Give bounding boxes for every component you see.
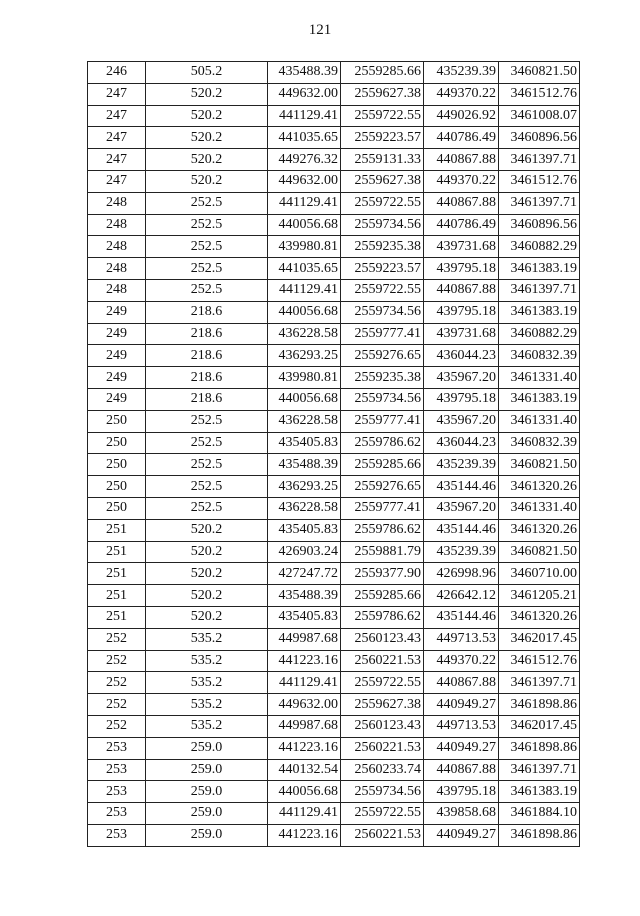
y2-cell: 3461397.71 <box>499 759 580 781</box>
table-row <box>88 432 580 454</box>
x2-cell: 436044.23 <box>424 432 499 454</box>
value-cell: 520.2 <box>146 606 268 628</box>
x1-cell: 441223.16 <box>268 650 341 672</box>
value-cell: 252.5 <box>146 192 268 214</box>
x1-cell: 426903.24 <box>268 541 341 563</box>
x2-cell: 435239.39 <box>424 454 499 476</box>
block-number-cell: 246 <box>88 62 146 84</box>
block-number-cell: 248 <box>88 236 146 258</box>
table-row <box>88 192 580 214</box>
value-cell: 520.2 <box>146 170 268 192</box>
table-row <box>88 781 580 803</box>
value-cell: 252.5 <box>146 410 268 432</box>
x2-cell: 440867.88 <box>424 279 499 301</box>
y1-cell: 2559627.38 <box>341 170 424 192</box>
x2-cell: 435239.39 <box>424 62 499 84</box>
value-cell: 520.2 <box>146 585 268 607</box>
table-row <box>88 279 580 301</box>
value-cell: 259.0 <box>146 803 268 825</box>
value-cell: 252.5 <box>146 432 268 454</box>
y1-cell: 2559276.65 <box>341 476 424 498</box>
value-cell: 252.5 <box>146 236 268 258</box>
y1-cell: 2559223.57 <box>341 127 424 149</box>
table-row <box>88 149 580 171</box>
block-number-cell: 249 <box>88 367 146 389</box>
x1-cell: 440056.68 <box>268 781 341 803</box>
y1-cell: 2560123.43 <box>341 628 424 650</box>
x1-cell: 449632.00 <box>268 170 341 192</box>
x2-cell: 449370.22 <box>424 83 499 105</box>
y1-cell: 2560221.53 <box>341 650 424 672</box>
value-cell: 505.2 <box>146 62 268 84</box>
x2-cell: 449370.22 <box>424 170 499 192</box>
x2-cell: 440949.27 <box>424 694 499 716</box>
block-number-cell: 251 <box>88 541 146 563</box>
x2-cell: 440949.27 <box>424 824 499 846</box>
table-row <box>88 258 580 280</box>
x2-cell: 435967.20 <box>424 367 499 389</box>
y1-cell: 2559131.33 <box>341 149 424 171</box>
x2-cell: 440867.88 <box>424 192 499 214</box>
y2-cell: 3461331.40 <box>499 367 580 389</box>
block-number-cell: 251 <box>88 585 146 607</box>
y2-cell: 3461512.76 <box>499 170 580 192</box>
y2-cell: 3461397.71 <box>499 192 580 214</box>
y1-cell: 2559734.56 <box>341 388 424 410</box>
y1-cell: 2560233.74 <box>341 759 424 781</box>
value-cell: 218.6 <box>146 301 268 323</box>
value-cell: 252.5 <box>146 476 268 498</box>
block-number-cell: 249 <box>88 388 146 410</box>
y2-cell: 3461383.19 <box>499 388 580 410</box>
x1-cell: 427247.72 <box>268 563 341 585</box>
x2-cell: 435239.39 <box>424 541 499 563</box>
x1-cell: 435488.39 <box>268 454 341 476</box>
x2-cell: 435967.20 <box>424 410 499 432</box>
y2-cell: 3460832.39 <box>499 432 580 454</box>
table-row <box>88 301 580 323</box>
table-row <box>88 694 580 716</box>
block-number-cell: 247 <box>88 83 146 105</box>
block-number-cell: 250 <box>88 432 146 454</box>
y1-cell: 2559777.41 <box>341 323 424 345</box>
value-cell: 520.2 <box>146 563 268 585</box>
table-row <box>88 323 580 345</box>
x1-cell: 435405.83 <box>268 432 341 454</box>
x1-cell: 449632.00 <box>268 83 341 105</box>
table-row <box>88 519 580 541</box>
block-number-cell: 248 <box>88 279 146 301</box>
table-row <box>88 563 580 585</box>
x2-cell: 440786.49 <box>424 214 499 236</box>
y1-cell: 2559235.38 <box>341 367 424 389</box>
table-row <box>88 127 580 149</box>
y2-cell: 3461331.40 <box>499 410 580 432</box>
value-cell: 259.0 <box>146 759 268 781</box>
y2-cell: 3461512.76 <box>499 83 580 105</box>
block-number-cell: 252 <box>88 715 146 737</box>
value-cell: 535.2 <box>146 694 268 716</box>
value-cell: 252.5 <box>146 214 268 236</box>
x2-cell: 449370.22 <box>424 650 499 672</box>
y1-cell: 2559777.41 <box>341 497 424 519</box>
table-row <box>88 672 580 694</box>
table-body <box>88 62 580 847</box>
y2-cell: 3460896.56 <box>499 214 580 236</box>
table-row <box>88 759 580 781</box>
x1-cell: 441129.41 <box>268 105 341 127</box>
value-cell: 218.6 <box>146 323 268 345</box>
block-number-cell: 247 <box>88 149 146 171</box>
value-cell: 520.2 <box>146 149 268 171</box>
x1-cell: 441035.65 <box>268 258 341 280</box>
block-number-cell: 248 <box>88 258 146 280</box>
x1-cell: 436293.25 <box>268 476 341 498</box>
block-number-cell: 251 <box>88 563 146 585</box>
table-row <box>88 650 580 672</box>
table-row <box>88 367 580 389</box>
block-number-cell: 253 <box>88 737 146 759</box>
x2-cell: 440786.49 <box>424 127 499 149</box>
y1-cell: 2559285.66 <box>341 585 424 607</box>
value-cell: 252.5 <box>146 258 268 280</box>
x2-cell: 449713.53 <box>424 715 499 737</box>
x1-cell: 440056.68 <box>268 214 341 236</box>
y1-cell: 2559722.55 <box>341 803 424 825</box>
table-row <box>88 541 580 563</box>
value-cell: 259.0 <box>146 824 268 846</box>
value-cell: 520.2 <box>146 541 268 563</box>
block-number-cell: 249 <box>88 345 146 367</box>
y2-cell: 3460882.29 <box>499 323 580 345</box>
value-cell: 520.2 <box>146 127 268 149</box>
y2-cell: 3461898.86 <box>499 694 580 716</box>
table-row <box>88 497 580 519</box>
y2-cell: 3461512.76 <box>499 650 580 672</box>
block-number-cell: 247 <box>88 105 146 127</box>
block-number-cell: 250 <box>88 497 146 519</box>
x2-cell: 436044.23 <box>424 345 499 367</box>
block-number-cell: 249 <box>88 301 146 323</box>
value-cell: 259.0 <box>146 737 268 759</box>
x2-cell: 435144.46 <box>424 606 499 628</box>
x1-cell: 439980.81 <box>268 367 341 389</box>
x2-cell: 435144.46 <box>424 476 499 498</box>
y2-cell: 3461397.71 <box>499 672 580 694</box>
y2-cell: 3461320.26 <box>499 606 580 628</box>
y2-cell: 3461898.86 <box>499 824 580 846</box>
x2-cell: 439795.18 <box>424 258 499 280</box>
y1-cell: 2560221.53 <box>341 737 424 759</box>
block-number-cell: 247 <box>88 127 146 149</box>
table-row <box>88 214 580 236</box>
block-number-cell: 248 <box>88 192 146 214</box>
y2-cell: 3461205.21 <box>499 585 580 607</box>
table-row <box>88 410 580 432</box>
y2-cell: 3461383.19 <box>499 258 580 280</box>
table-row <box>88 737 580 759</box>
y1-cell: 2559722.55 <box>341 279 424 301</box>
x2-cell: 439795.18 <box>424 388 499 410</box>
x1-cell: 441223.16 <box>268 824 341 846</box>
x2-cell: 449026.92 <box>424 105 499 127</box>
x1-cell: 435488.39 <box>268 62 341 84</box>
y1-cell: 2559777.41 <box>341 410 424 432</box>
y2-cell: 3460821.50 <box>499 541 580 563</box>
y1-cell: 2560221.53 <box>341 824 424 846</box>
block-number-cell: 248 <box>88 214 146 236</box>
y2-cell: 3460821.50 <box>499 454 580 476</box>
x1-cell: 440132.54 <box>268 759 341 781</box>
table-row <box>88 476 580 498</box>
y1-cell: 2559276.65 <box>341 345 424 367</box>
value-cell: 535.2 <box>146 672 268 694</box>
x1-cell: 441129.41 <box>268 192 341 214</box>
y1-cell: 2559734.56 <box>341 781 424 803</box>
y1-cell: 2559881.79 <box>341 541 424 563</box>
y2-cell: 3462017.45 <box>499 628 580 650</box>
value-cell: 535.2 <box>146 628 268 650</box>
x2-cell: 449713.53 <box>424 628 499 650</box>
x2-cell: 439731.68 <box>424 323 499 345</box>
y1-cell: 2559377.90 <box>341 563 424 585</box>
value-cell: 520.2 <box>146 105 268 127</box>
y2-cell: 3460882.29 <box>499 236 580 258</box>
y1-cell: 2559223.57 <box>341 258 424 280</box>
value-cell: 520.2 <box>146 83 268 105</box>
y1-cell: 2559285.66 <box>341 62 424 84</box>
page-number: 121 <box>308 22 332 38</box>
block-number-cell: 249 <box>88 323 146 345</box>
table-row <box>88 628 580 650</box>
y1-cell: 2559722.55 <box>341 672 424 694</box>
block-number-cell: 252 <box>88 650 146 672</box>
value-cell: 252.5 <box>146 497 268 519</box>
table-row <box>88 585 580 607</box>
x1-cell: 436293.25 <box>268 345 341 367</box>
x2-cell: 440867.88 <box>424 672 499 694</box>
x1-cell: 436228.58 <box>268 323 341 345</box>
block-number-cell: 253 <box>88 781 146 803</box>
value-cell: 252.5 <box>146 279 268 301</box>
value-cell: 218.6 <box>146 345 268 367</box>
y2-cell: 3460821.50 <box>499 62 580 84</box>
x1-cell: 441035.65 <box>268 127 341 149</box>
x1-cell: 435488.39 <box>268 585 341 607</box>
block-number-cell: 252 <box>88 694 146 716</box>
value-cell: 218.6 <box>146 367 268 389</box>
y1-cell: 2559734.56 <box>341 214 424 236</box>
x1-cell: 441129.41 <box>268 279 341 301</box>
x1-cell: 449632.00 <box>268 694 341 716</box>
y2-cell: 3462017.45 <box>499 715 580 737</box>
y1-cell: 2559722.55 <box>341 105 424 127</box>
y2-cell: 3460832.39 <box>499 345 580 367</box>
y2-cell: 3461331.40 <box>499 497 580 519</box>
value-cell: 535.2 <box>146 650 268 672</box>
x2-cell: 439795.18 <box>424 781 499 803</box>
x1-cell: 435405.83 <box>268 606 341 628</box>
x2-cell: 439731.68 <box>424 236 499 258</box>
value-cell: 259.0 <box>146 781 268 803</box>
table-row <box>88 824 580 846</box>
x2-cell: 435144.46 <box>424 519 499 541</box>
block-number-cell: 251 <box>88 606 146 628</box>
y1-cell: 2559734.56 <box>341 301 424 323</box>
y2-cell: 3461320.26 <box>499 519 580 541</box>
value-cell: 535.2 <box>146 715 268 737</box>
x1-cell: 441223.16 <box>268 737 341 759</box>
x2-cell: 440949.27 <box>424 737 499 759</box>
block-number-cell: 250 <box>88 410 146 432</box>
x2-cell: 426642.12 <box>424 585 499 607</box>
x1-cell: 441129.41 <box>268 672 341 694</box>
y1-cell: 2559627.38 <box>341 83 424 105</box>
x2-cell: 440867.88 <box>424 149 499 171</box>
y1-cell: 2559722.55 <box>341 192 424 214</box>
y2-cell: 3460710.00 <box>499 563 580 585</box>
x1-cell: 435405.83 <box>268 519 341 541</box>
y1-cell: 2559285.66 <box>341 454 424 476</box>
value-cell: 252.5 <box>146 454 268 476</box>
y1-cell: 2559786.62 <box>341 606 424 628</box>
y2-cell: 3461397.71 <box>499 279 580 301</box>
y2-cell: 3461008.07 <box>499 105 580 127</box>
y1-cell: 2559786.62 <box>341 519 424 541</box>
x1-cell: 449276.32 <box>268 149 341 171</box>
x2-cell: 440867.88 <box>424 759 499 781</box>
x2-cell: 435967.20 <box>424 497 499 519</box>
block-number-cell: 250 <box>88 476 146 498</box>
x1-cell: 439980.81 <box>268 236 341 258</box>
y2-cell: 3461397.71 <box>499 149 580 171</box>
y2-cell: 3460896.56 <box>499 127 580 149</box>
x1-cell: 440056.68 <box>268 301 341 323</box>
y1-cell: 2559235.38 <box>341 236 424 258</box>
coordinates-table <box>87 61 580 847</box>
block-number-cell: 247 <box>88 170 146 192</box>
block-number-cell: 253 <box>88 759 146 781</box>
table-row <box>88 715 580 737</box>
block-number-cell: 253 <box>88 824 146 846</box>
y2-cell: 3461320.26 <box>499 476 580 498</box>
y2-cell: 3461884.10 <box>499 803 580 825</box>
block-number-cell: 252 <box>88 672 146 694</box>
x1-cell: 436228.58 <box>268 410 341 432</box>
table-row <box>88 62 580 84</box>
table-row <box>88 803 580 825</box>
block-number-cell: 250 <box>88 454 146 476</box>
x1-cell: 440056.68 <box>268 388 341 410</box>
x1-cell: 449987.68 <box>268 715 341 737</box>
x2-cell: 426998.96 <box>424 563 499 585</box>
y2-cell: 3461898.86 <box>499 737 580 759</box>
x1-cell: 436228.58 <box>268 497 341 519</box>
value-cell: 218.6 <box>146 388 268 410</box>
block-number-cell: 252 <box>88 628 146 650</box>
y2-cell: 3461383.19 <box>499 301 580 323</box>
x2-cell: 439795.18 <box>424 301 499 323</box>
y1-cell: 2559627.38 <box>341 694 424 716</box>
y1-cell: 2559786.62 <box>341 432 424 454</box>
x1-cell: 441129.41 <box>268 803 341 825</box>
table-row <box>88 345 580 367</box>
table-row <box>88 170 580 192</box>
x1-cell: 449987.68 <box>268 628 341 650</box>
y1-cell: 2560123.43 <box>341 715 424 737</box>
table-row <box>88 388 580 410</box>
x2-cell: 439858.68 <box>424 803 499 825</box>
table-row <box>88 454 580 476</box>
table-row <box>88 236 580 258</box>
table-row <box>88 83 580 105</box>
block-number-cell: 253 <box>88 803 146 825</box>
table-row <box>88 105 580 127</box>
table-row <box>88 606 580 628</box>
block-number-cell: 251 <box>88 519 146 541</box>
y2-cell: 3461383.19 <box>499 781 580 803</box>
value-cell: 520.2 <box>146 519 268 541</box>
